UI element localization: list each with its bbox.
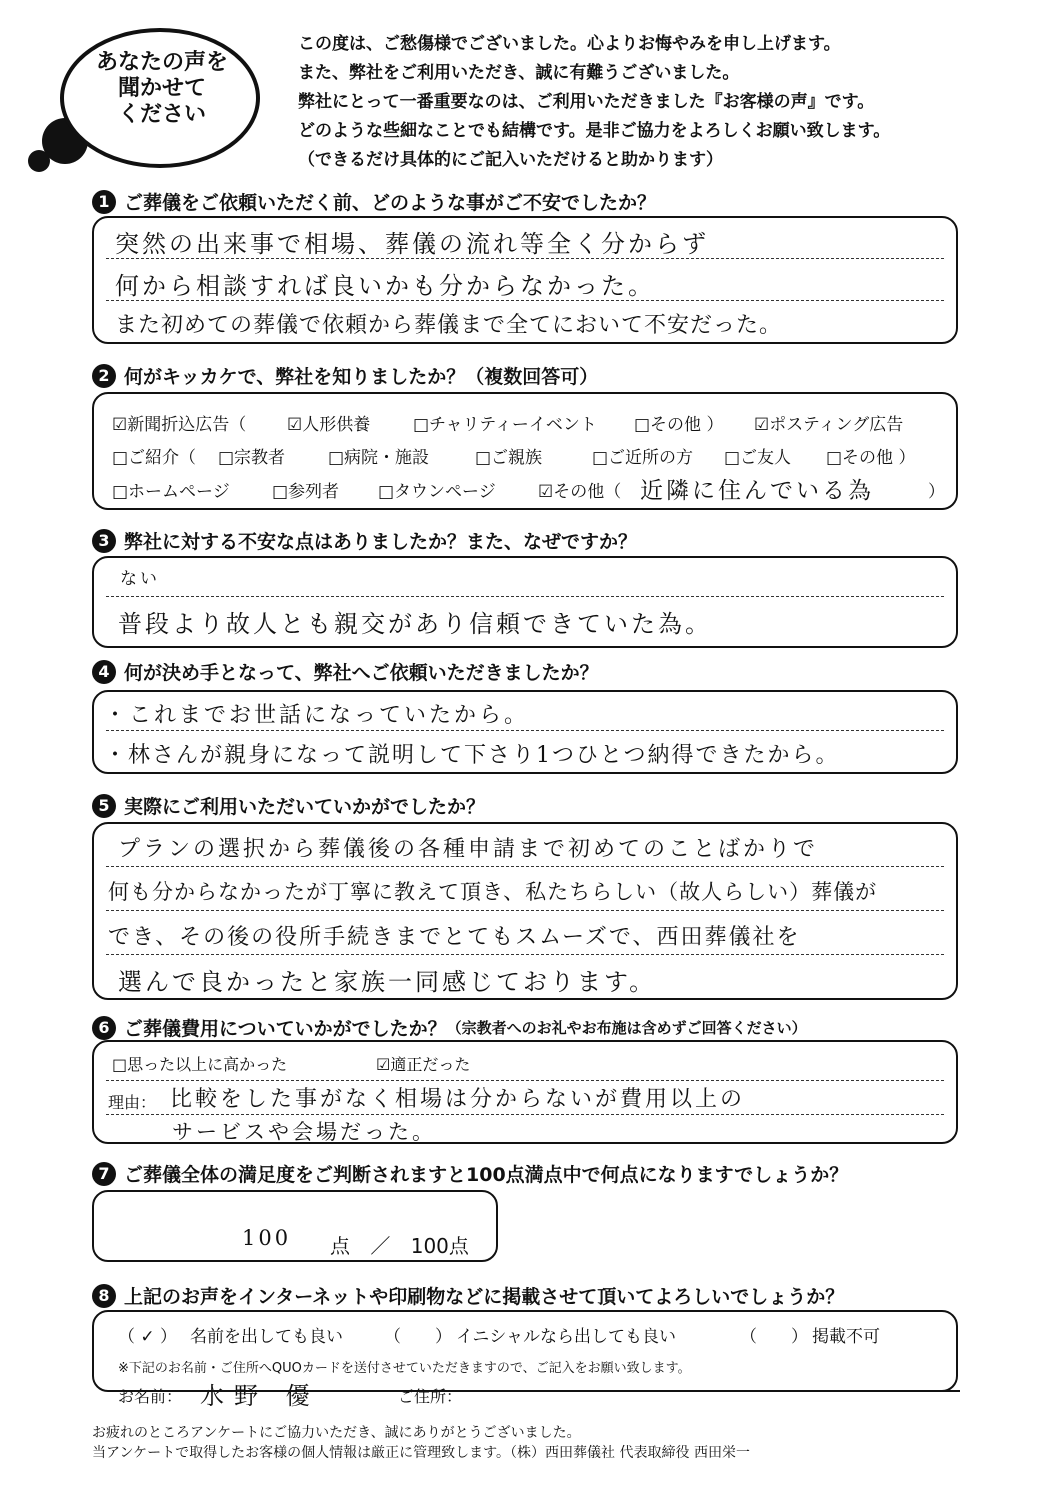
question-number: 8 xyxy=(92,1284,116,1308)
question-7-title: 7 ご葬儀全体の満足度をご判断されますと100点満点中で何点になりますでしょうか？ xyxy=(92,1160,848,1187)
score-suffix: 点 ／ 100点 xyxy=(330,1234,469,1258)
checkbox-clergy[interactable]: □宗教者 xyxy=(218,448,286,468)
checkbox-other-1[interactable]: □その他 ） xyxy=(634,415,724,435)
answer-line: 選んで良かったと家族一同感じております。 xyxy=(118,968,657,996)
answer-line: 比較をした事がなく相場は分からないが費用以上の xyxy=(170,1087,746,1112)
question-6-title: 6 ご葬儀費用についていかがでしたか？ （宗教者へのお礼やお布施は含めずご回答ください） xyxy=(92,1014,807,1041)
speech-bubble-tail-dot xyxy=(28,150,50,172)
checkbox-doll-memorial[interactable]: ☑人形供養 xyxy=(287,415,371,435)
intro-text: この度は、ご愁傷様でございました。心よりお悔やみを申し上げます。 また、弊社をご利用いただき、誠に有難うございました。 弊社にとって一番重要なのは、ご利用いただきました『お客様の声』です。 どのような些細なことでも結構です。是非ご協力をよろしくお願い致します。 （できるだけ具体的にご記入いただけると助かります） xyxy=(298,34,891,170)
checkbox-too-expensive[interactable]: □思った以上に高かった xyxy=(112,1055,288,1074)
answer-line: ・これまでお世話になっていたから。 xyxy=(104,703,530,728)
option-no-publish: 掲載不可 xyxy=(812,1327,880,1347)
checkbox-neighbors[interactable]: □ご近所の方 xyxy=(592,448,694,468)
name-label: お名前： xyxy=(118,1387,183,1406)
checkbox-appropriate[interactable]: ☑適正だった xyxy=(376,1055,471,1074)
question-number: 1 xyxy=(92,190,116,214)
checkbox-attendee[interactable]: □参列者 xyxy=(272,482,340,502)
other-reason-text: 近隣に住んでいる為 xyxy=(640,478,874,504)
address-underline xyxy=(904,1390,960,1392)
answer-line: ・林さんが親身になって説明して下さり1つひとつ納得できたから。 xyxy=(104,743,840,768)
checkbox-relatives[interactable]: □ご親族 xyxy=(475,448,543,468)
answer-line: サービスや会場だった。 xyxy=(172,1120,436,1144)
question-2-title: 2 何がキッカケで、弊社を知りましたか？（複数回答可） xyxy=(92,362,598,389)
score-value: 100 xyxy=(242,1226,292,1250)
checkbox-posting-ad[interactable]: ☑ポスティング広告 xyxy=(754,415,904,435)
question-number: 3 xyxy=(92,529,116,553)
paren-check-initials-ok[interactable]: （ ） xyxy=(384,1327,452,1347)
paren-check-no-publish[interactable]: （ ） xyxy=(740,1327,808,1347)
footer-privacy: 当アンケートで取得したお客様の個人情報は厳正に管理致します。（株）西田葬儀社 代表取締役 西田栄一 xyxy=(92,1445,750,1461)
answer-line: 突然の出来事で相場、葬儀の流れ等全く分からず xyxy=(115,230,709,258)
answer-line: 何も分からなかったが丁寧に教えて頂き、私たちらしい（故人らしい）葬儀が xyxy=(108,880,878,904)
footer-thanks: お疲れのところアンケートにご協力いただき、誠にありがとうございました。 xyxy=(92,1425,581,1441)
answer-line: 何から相談すれば良いかも分からなかった。 xyxy=(115,272,655,300)
checkbox-town-page[interactable]: □タウンページ xyxy=(378,482,496,502)
checkbox-hospital[interactable]: □病院・施設 xyxy=(328,448,430,468)
answer-line: また初めての葬儀で依頼から葬儀まで全てにおいて不安だった。 xyxy=(115,313,783,338)
checkbox-other-3[interactable]: ☑その他（ xyxy=(538,482,622,502)
answer-line: プランの選択から葬儀後の各種申請まで初めてのことばかりで xyxy=(118,837,819,862)
question-3-title: 3 弊社に対する不安な点はありましたか？また、なぜですか？ xyxy=(92,527,637,554)
answer-line: 普段より故人とも親交があり信頼できていた為。 xyxy=(118,610,712,638)
question-number: 5 xyxy=(92,794,116,818)
question-number: 4 xyxy=(92,660,116,684)
option-name-ok: 名前を出しても良い xyxy=(190,1327,343,1347)
speech-bubble-text: あなたの声を 聞かせて ください xyxy=(95,50,228,127)
paren-check-name-ok[interactable]: （ ✓ ） xyxy=(118,1327,178,1347)
name-value: 水野 優 xyxy=(200,1382,320,1410)
question-1-title: 1 ご葬儀をご依頼いただく前、どのような事がご不安でしたか？ xyxy=(92,188,656,215)
question-number: 7 xyxy=(92,1162,116,1186)
checkbox-charity-event[interactable]: □チャリティーイベント xyxy=(413,415,597,435)
checkbox-homepage[interactable]: □ホームページ xyxy=(112,482,230,502)
question-8-title: 8 上記のお声をインターネットや印刷物などに掲載させて頂いてよろしいでしょうか？ xyxy=(92,1282,844,1309)
answer-line: でき、その後の役所手続きまでとてもスムーズで、西田葬儀社を xyxy=(108,925,801,950)
quo-card-notice: ※下記のお名前・ご住所へQUOカードを送付させていただきますので、ご記入をお願い致します。 xyxy=(118,1361,691,1376)
close-paren: ） xyxy=(928,482,945,502)
answer-line: ない xyxy=(120,569,160,589)
reason-label: 理由： xyxy=(108,1093,157,1112)
question-4-title: 4 何が決め手となって、弊社へご依頼いただきましたか？ xyxy=(92,658,599,685)
checkbox-friends[interactable]: □ご友人 xyxy=(724,448,792,468)
question-number: 2 xyxy=(92,364,116,388)
question-5-title: 5 実際にご利用いただいていかがでしたか？ xyxy=(92,792,485,819)
address-label: ご住所： xyxy=(398,1387,463,1406)
option-initials-ok: イニシャルなら出しても良い xyxy=(456,1327,676,1347)
question-number: 6 xyxy=(92,1016,116,1040)
checkbox-other-2[interactable]: □その他 ） xyxy=(826,448,916,468)
checkbox-newspaper-ad[interactable]: ☑新聞折込広告（ xyxy=(112,415,247,435)
checkbox-referral[interactable]: □ご紹介（ xyxy=(112,448,197,468)
